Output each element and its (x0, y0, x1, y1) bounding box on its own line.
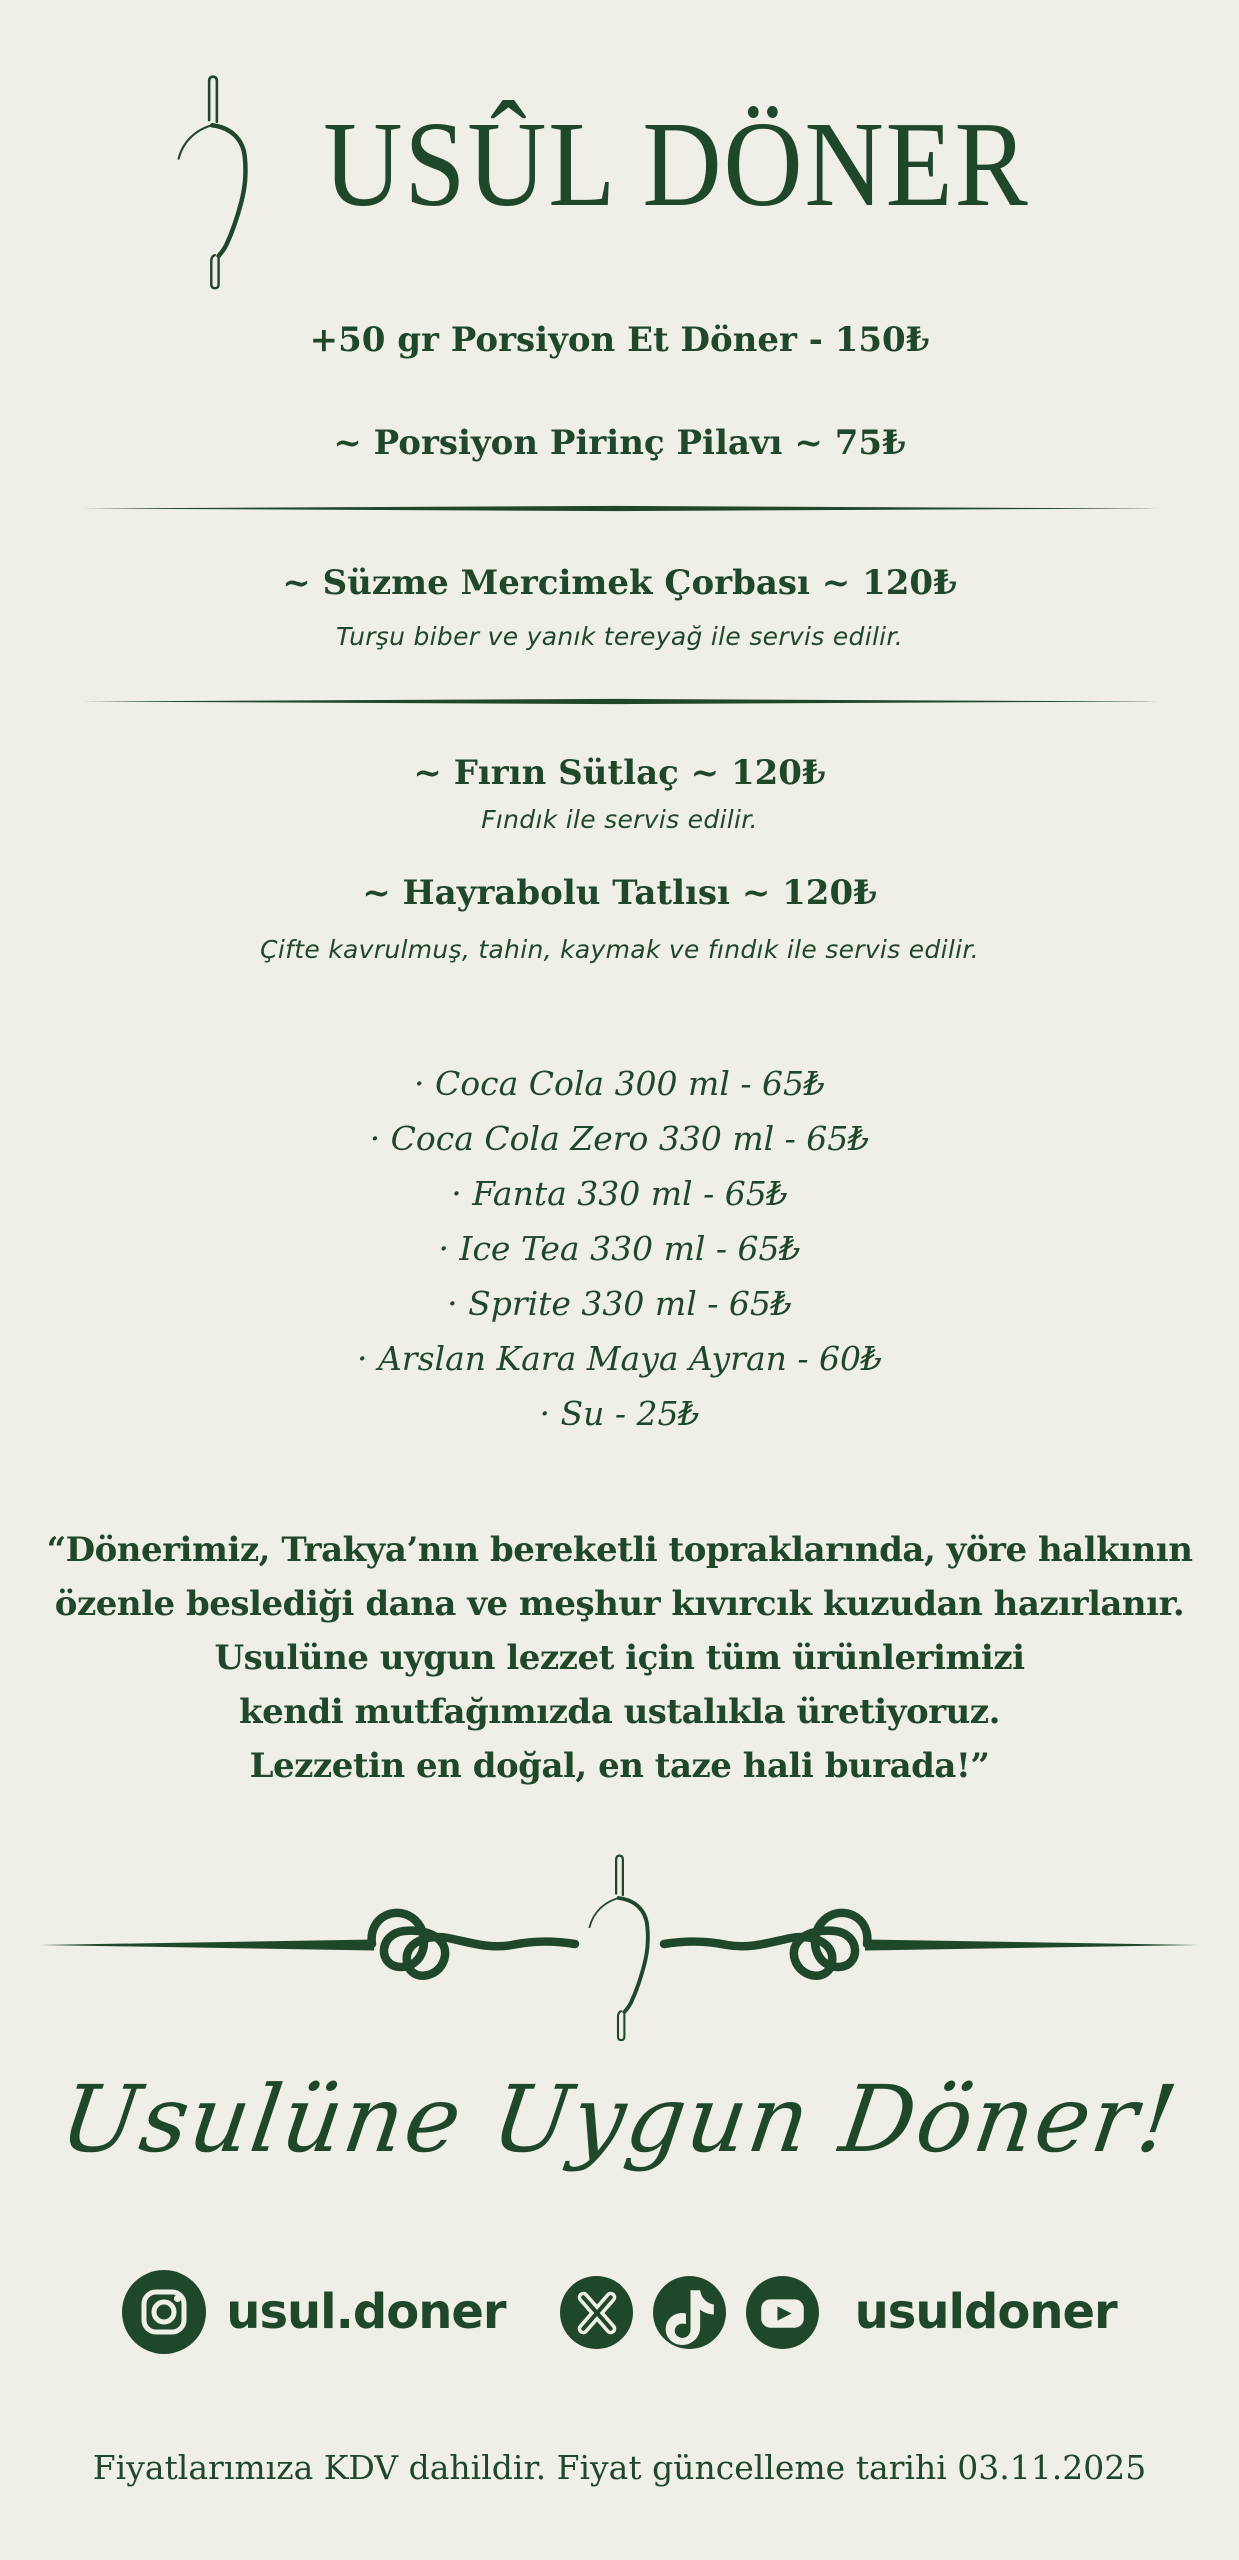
tiktok-icon[interactable] (653, 2276, 726, 2349)
drink-item: · Fanta 330 ml - 65₺ (451, 1174, 788, 1213)
section-divider (82, 698, 1157, 705)
x-twitter-icon[interactable] (560, 2276, 633, 2349)
menu-item-et-doner: +50 gr Porsiyon Et Döner - 150₺ (309, 320, 930, 360)
doner-skewer-icon (590, 1856, 648, 2041)
flourish-left (372, 1913, 575, 1976)
ornamental-divider (0, 1840, 1239, 2050)
social-links (0, 2270, 1239, 2354)
menu-item-hayrabolu-note: Çifte kavrulmuş, tahin, kaymak ve fındık ile servis edilir. (260, 935, 979, 964)
youtube-icon[interactable] (746, 2276, 819, 2349)
footer-tax-note: Fiyatlarımıza KDV dahildir. Fiyat güncelleme tarihi 03.11.2025 (92, 2448, 1147, 2487)
instagram-icon[interactable] (122, 2270, 206, 2354)
drinks-list (0, 1056, 1239, 1441)
divider-line-right (865, 1940, 1199, 1951)
menu-item-soup-title: ~ Süzme Mercimek Çorbası ~ 120₺ (282, 563, 957, 603)
brand-name: USÛL DÖNER (323, 97, 1030, 232)
drink-item: · Arslan Kara Maya Ayran - 60₺ (357, 1339, 882, 1378)
quote-line: “Dönerimiz, Trakya’nın bereketli topraklarında, yöre halkının (46, 1530, 1193, 1570)
drink-item: · Sprite 330 ml - 65₺ (447, 1284, 792, 1323)
divider-line-left (40, 1940, 374, 1951)
section-divider (82, 505, 1157, 512)
menu-item-hayrabolu-title: ~ Hayrabolu Tatlısı ~ 120₺ (362, 873, 877, 913)
menu-item-pirinc-pilavi: ~ Porsiyon Pirinç Pilavı ~ 75₺ (333, 423, 906, 463)
drink-item: · Coca Cola 300 ml - 65₺ (413, 1064, 826, 1103)
quote-line: özenle beslediği dana ve meşhur kıvırcık kuzudan hazırlanır. (54, 1584, 1185, 1624)
drink-item: · Coca Cola Zero 330 ml - 65₺ (369, 1119, 870, 1158)
drink-item: · Su - 25₺ (539, 1394, 700, 1433)
quote-line: kendi mutfağımızda ustalıkla üretiyoruz. (239, 1692, 1000, 1732)
menu-item-sutlac-note: Fındık ile servis edilir. (481, 805, 758, 834)
flourish-right (664, 1913, 867, 1976)
doner-skewer-icon (170, 70, 256, 294)
menu-item-soup-note: Turşu biber ve yanık tereyağ ile servis edilir. (336, 622, 903, 651)
brand-tagline: Usulüne Uygun Döner! (54, 2066, 1185, 2173)
brand-quote (0, 1523, 1239, 1793)
quote-line: Lezzetin en doğal, en taze hali burada!” (249, 1746, 990, 1786)
instagram-handle[interactable]: usul.doner (226, 2284, 506, 2340)
drink-item: · Ice Tea 330 ml - 65₺ (438, 1229, 801, 1268)
menu-item-sutlac-title: ~ Fırın Sütlaç ~ 120₺ (413, 753, 826, 793)
brand-logo (0, 70, 1239, 296)
quote-line: Usulüne uygun lezzet için tüm ürünlerimizi (214, 1638, 1025, 1678)
social-group-handle[interactable]: usuldoner (854, 2284, 1117, 2340)
